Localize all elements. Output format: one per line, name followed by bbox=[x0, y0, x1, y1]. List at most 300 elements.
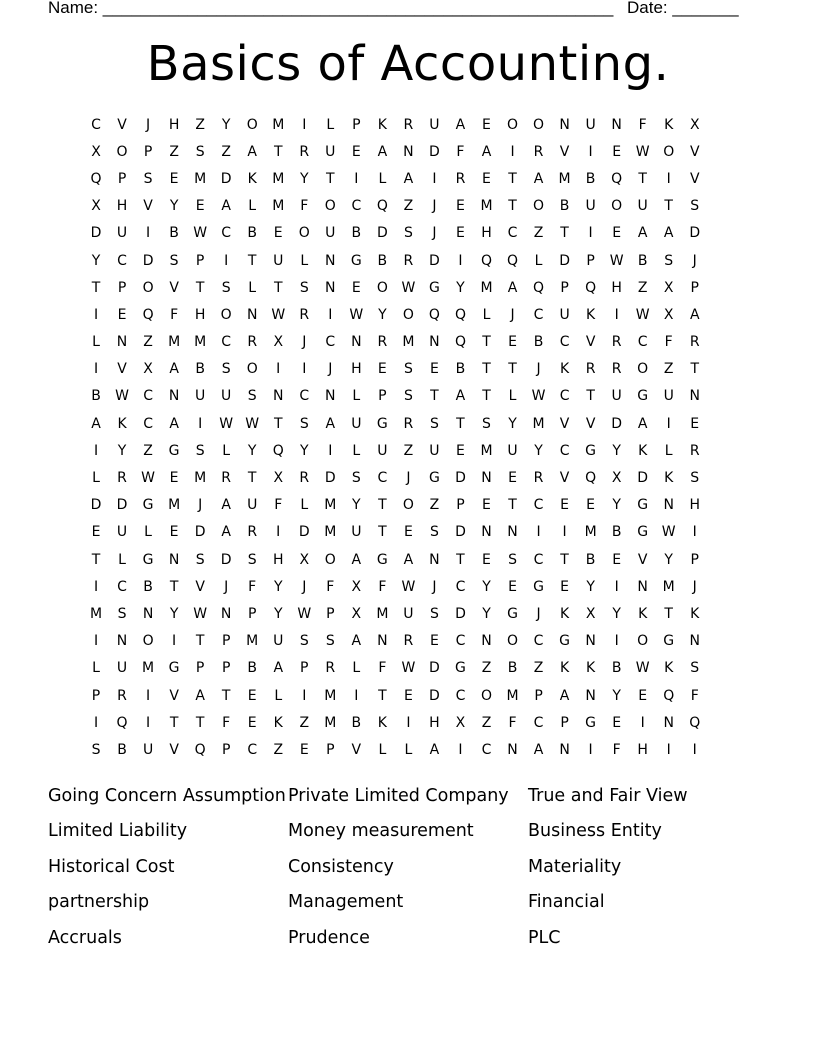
grid-letter[interactable]: S bbox=[690, 660, 700, 677]
grid-letter[interactable]: R bbox=[611, 334, 622, 351]
grid-letter[interactable]: U bbox=[377, 442, 388, 459]
grid-letter[interactable]: A bbox=[689, 306, 700, 323]
grid-letter[interactable]: P bbox=[300, 660, 309, 677]
grid-letter[interactable]: I bbox=[588, 741, 593, 758]
grid-letter[interactable]: T bbox=[430, 388, 439, 405]
grid-letter[interactable]: L bbox=[144, 524, 152, 541]
grid-letter[interactable]: I bbox=[146, 225, 151, 242]
grid-letter[interactable]: C bbox=[455, 578, 466, 595]
grid-letter[interactable]: L bbox=[92, 334, 100, 351]
grid-letter[interactable]: O bbox=[142, 279, 154, 296]
grid-letter[interactable]: W bbox=[141, 470, 155, 487]
grid-letter[interactable]: J bbox=[224, 578, 229, 595]
grid-letter[interactable]: T bbox=[690, 361, 700, 378]
grid-letter[interactable]: U bbox=[663, 388, 674, 405]
grid-letter[interactable]: B bbox=[143, 578, 153, 595]
grid-letter[interactable]: N bbox=[559, 116, 570, 133]
grid-letter[interactable]: Z bbox=[403, 442, 414, 459]
grid-letter[interactable]: E bbox=[612, 143, 622, 160]
grid-letter[interactable]: Y bbox=[482, 605, 491, 622]
grid-letter[interactable]: P bbox=[326, 605, 335, 622]
grid-letter[interactable]: S bbox=[429, 415, 439, 432]
grid-letter[interactable]: L bbox=[300, 497, 309, 514]
grid-letter[interactable]: N bbox=[689, 388, 700, 405]
grid-letter[interactable]: P bbox=[91, 687, 101, 704]
grid-letter[interactable]: E bbox=[560, 497, 569, 514]
grid-letter[interactable]: T bbox=[273, 415, 283, 432]
grid-letter[interactable]: G bbox=[533, 578, 544, 595]
grid-letter[interactable]: W bbox=[271, 306, 286, 323]
grid-letter[interactable]: A bbox=[403, 551, 414, 568]
grid-letter[interactable]: R bbox=[377, 334, 388, 351]
grid-letter[interactable]: A bbox=[429, 741, 440, 758]
grid-letter[interactable]: C bbox=[325, 334, 336, 351]
grid-letter[interactable]: J bbox=[432, 198, 437, 215]
grid-letter[interactable]: A bbox=[403, 170, 414, 187]
grid-letter[interactable]: R bbox=[533, 470, 544, 487]
grid-letter[interactable]: S bbox=[403, 388, 413, 405]
grid-letter[interactable]: N bbox=[507, 741, 518, 758]
grid-letter[interactable]: Q bbox=[533, 279, 545, 296]
grid-letter[interactable]: L bbox=[352, 388, 361, 405]
grid-letter[interactable]: T bbox=[273, 143, 283, 160]
grid-letter[interactable]: K bbox=[664, 660, 674, 677]
grid-letter[interactable]: P bbox=[560, 279, 569, 296]
grid-letter[interactable]: N bbox=[481, 470, 492, 487]
grid-letter[interactable]: B bbox=[117, 741, 127, 758]
grid-letter[interactable]: D bbox=[220, 551, 232, 568]
grid-letter[interactable]: B bbox=[585, 551, 596, 568]
grid-letter[interactable]: K bbox=[664, 116, 674, 133]
grid-letter[interactable]: Y bbox=[91, 252, 101, 269]
grid-letter[interactable]: O bbox=[637, 361, 649, 378]
grid-letter[interactable]: R bbox=[299, 306, 310, 323]
grid-letter[interactable]: N bbox=[585, 687, 596, 704]
grid-letter[interactable]: B bbox=[637, 252, 648, 269]
grid-letter[interactable]: Z bbox=[273, 741, 284, 758]
grid-letter[interactable]: C bbox=[221, 334, 232, 351]
grid-letter[interactable]: P bbox=[117, 279, 127, 296]
grid-letter[interactable]: F bbox=[222, 714, 231, 731]
grid-letter[interactable]: Z bbox=[481, 660, 492, 677]
grid-letter[interactable]: A bbox=[221, 524, 231, 541]
grid-letter[interactable]: R bbox=[117, 687, 127, 704]
grid-letter[interactable]: A bbox=[221, 497, 231, 514]
grid-letter[interactable]: R bbox=[221, 470, 232, 487]
grid-letter[interactable]: N bbox=[429, 551, 440, 568]
grid-letter[interactable]: Z bbox=[143, 442, 153, 459]
grid-letter[interactable]: L bbox=[92, 470, 100, 487]
grid-letter[interactable]: M bbox=[194, 470, 207, 487]
grid-letter[interactable]: A bbox=[533, 170, 544, 187]
grid-letter[interactable]: H bbox=[168, 116, 180, 133]
grid-letter[interactable]: X bbox=[455, 714, 466, 731]
grid-letter[interactable]: G bbox=[637, 388, 649, 405]
grid-letter[interactable]: I bbox=[614, 633, 619, 650]
grid-letter[interactable]: N bbox=[325, 388, 336, 405]
grid-letter[interactable]: Y bbox=[534, 442, 543, 459]
grid-letter[interactable]: Z bbox=[143, 334, 153, 351]
grid-letter[interactable]: Q bbox=[454, 334, 466, 351]
grid-letter[interactable]: L bbox=[378, 741, 387, 758]
grid-letter[interactable]: J bbox=[510, 306, 515, 323]
grid-letter[interactable]: A bbox=[455, 116, 466, 133]
grid-letter[interactable]: Z bbox=[299, 714, 310, 731]
grid-letter[interactable]: G bbox=[455, 660, 466, 677]
grid-letter[interactable]: P bbox=[534, 687, 543, 704]
grid-letter[interactable]: X bbox=[143, 361, 153, 378]
grid-letter[interactable]: V bbox=[195, 578, 205, 595]
grid-letter[interactable]: N bbox=[481, 633, 492, 650]
grid-letter[interactable]: G bbox=[142, 551, 154, 568]
grid-letter[interactable]: P bbox=[560, 714, 569, 731]
grid-letter[interactable]: R bbox=[585, 361, 596, 378]
grid-letter[interactable]: M bbox=[246, 633, 259, 650]
grid-letter[interactable]: Q bbox=[272, 442, 284, 459]
grid-letter[interactable]: H bbox=[689, 497, 700, 514]
grid-letter[interactable]: L bbox=[508, 388, 517, 405]
grid-letter[interactable]: B bbox=[169, 225, 179, 242]
grid-letter[interactable]: I bbox=[302, 116, 307, 133]
grid-letter[interactable]: C bbox=[91, 116, 101, 133]
grid-letter[interactable]: T bbox=[91, 551, 101, 568]
grid-letter[interactable]: E bbox=[612, 225, 622, 242]
grid-letter[interactable]: C bbox=[221, 225, 232, 242]
grid-letter[interactable]: T bbox=[169, 714, 179, 731]
grid-letter[interactable]: X bbox=[585, 605, 596, 622]
grid-letter[interactable]: P bbox=[195, 660, 205, 677]
grid-letter[interactable]: S bbox=[429, 605, 439, 622]
grid-letter[interactable]: C bbox=[533, 551, 544, 568]
grid-letter[interactable]: N bbox=[429, 334, 440, 351]
grid-letter[interactable]: N bbox=[116, 633, 128, 650]
grid-letter[interactable]: I bbox=[146, 687, 151, 704]
grid-letter[interactable]: V bbox=[637, 551, 648, 568]
grid-letter[interactable]: A bbox=[533, 741, 544, 758]
grid-letter[interactable]: V bbox=[689, 143, 700, 160]
grid-letter[interactable]: V bbox=[169, 687, 179, 704]
grid-letter[interactable]: N bbox=[142, 605, 154, 622]
grid-letter[interactable]: L bbox=[378, 170, 387, 187]
grid-letter[interactable]: A bbox=[637, 225, 648, 242]
grid-letter[interactable]: A bbox=[637, 415, 648, 432]
grid-letter[interactable]: Z bbox=[221, 143, 231, 160]
grid-letter[interactable]: T bbox=[247, 470, 257, 487]
grid-letter[interactable]: N bbox=[246, 306, 258, 323]
grid-letter[interactable]: W bbox=[297, 605, 312, 622]
grid-letter[interactable]: P bbox=[143, 143, 153, 160]
grid-letter[interactable]: U bbox=[116, 524, 128, 541]
grid-letter[interactable]: D bbox=[324, 470, 336, 487]
grid-letter[interactable]: E bbox=[377, 361, 387, 378]
grid-letter[interactable]: T bbox=[586, 388, 595, 405]
grid-letter[interactable]: A bbox=[351, 633, 362, 650]
grid-letter[interactable]: D bbox=[90, 225, 102, 242]
grid-letter[interactable]: Z bbox=[533, 660, 544, 677]
grid-letter[interactable]: U bbox=[273, 633, 284, 650]
grid-letter[interactable]: O bbox=[324, 198, 336, 215]
grid-letter[interactable]: N bbox=[585, 633, 596, 650]
grid-letter[interactable]: R bbox=[247, 524, 258, 541]
grid-letter[interactable]: K bbox=[586, 306, 596, 323]
grid-letter[interactable]: K bbox=[247, 170, 257, 187]
grid-letter[interactable]: B bbox=[91, 388, 101, 405]
grid-letter[interactable]: L bbox=[300, 252, 309, 269]
grid-letter[interactable]: S bbox=[664, 252, 674, 269]
grid-letter[interactable]: F bbox=[638, 116, 647, 133]
grid-letter[interactable]: T bbox=[195, 633, 205, 650]
grid-letter[interactable]: V bbox=[169, 279, 179, 296]
grid-letter[interactable]: C bbox=[559, 334, 570, 351]
grid-letter[interactable]: Y bbox=[612, 687, 621, 704]
grid-letter[interactable]: T bbox=[664, 605, 673, 622]
grid-letter[interactable]: A bbox=[195, 687, 205, 704]
grid-letter[interactable]: O bbox=[402, 497, 414, 514]
grid-letter[interactable]: A bbox=[325, 415, 336, 432]
grid-letter[interactable]: L bbox=[118, 551, 126, 568]
grid-letter[interactable]: E bbox=[456, 442, 465, 459]
grid-letter[interactable]: D bbox=[637, 470, 649, 487]
grid-letter[interactable]: R bbox=[403, 252, 414, 269]
grid-letter[interactable]: B bbox=[247, 660, 257, 677]
grid-letter[interactable]: T bbox=[508, 198, 517, 215]
grid-letter[interactable]: O bbox=[220, 306, 232, 323]
grid-letter[interactable]: C bbox=[143, 415, 153, 432]
grid-letter[interactable]: E bbox=[690, 415, 700, 432]
grid-letter[interactable]: N bbox=[351, 334, 362, 351]
grid-letter[interactable]: M bbox=[168, 334, 181, 351]
grid-letter[interactable]: I bbox=[354, 687, 359, 704]
grid-letter[interactable]: K bbox=[690, 605, 700, 622]
grid-letter[interactable]: Y bbox=[273, 578, 283, 595]
grid-letter[interactable]: A bbox=[455, 388, 466, 405]
grid-letter[interactable]: K bbox=[638, 605, 648, 622]
grid-letter[interactable]: I bbox=[562, 524, 567, 541]
grid-letter[interactable]: V bbox=[585, 415, 596, 432]
grid-letter[interactable]: D bbox=[455, 470, 466, 487]
grid-letter[interactable]: F bbox=[378, 578, 387, 595]
grid-letter[interactable]: D bbox=[142, 252, 154, 269]
grid-letter[interactable]: Q bbox=[116, 714, 128, 731]
grid-letter[interactable]: I bbox=[692, 524, 697, 541]
grid-letter[interactable]: S bbox=[195, 442, 205, 459]
grid-letter[interactable]: R bbox=[325, 660, 336, 677]
grid-letter[interactable]: P bbox=[117, 170, 127, 187]
grid-letter[interactable]: E bbox=[403, 687, 413, 704]
grid-letter[interactable]: J bbox=[692, 252, 697, 269]
grid-letter[interactable]: I bbox=[666, 415, 671, 432]
grid-letter[interactable]: I bbox=[302, 687, 307, 704]
grid-letter[interactable]: X bbox=[689, 116, 700, 133]
grid-letter[interactable]: X bbox=[663, 279, 674, 296]
grid-letter[interactable]: P bbox=[586, 252, 595, 269]
grid-letter[interactable]: T bbox=[482, 334, 491, 351]
grid-letter[interactable]: O bbox=[298, 225, 310, 242]
grid-letter[interactable]: J bbox=[432, 225, 437, 242]
grid-letter[interactable]: N bbox=[559, 741, 570, 758]
grid-letter[interactable]: O bbox=[402, 306, 414, 323]
grid-letter[interactable]: W bbox=[635, 143, 650, 160]
grid-letter[interactable]: U bbox=[273, 252, 284, 269]
grid-letter[interactable]: O bbox=[246, 116, 258, 133]
grid-letter[interactable]: G bbox=[142, 497, 154, 514]
grid-letter[interactable]: R bbox=[403, 633, 414, 650]
grid-letter[interactable]: Q bbox=[376, 198, 388, 215]
grid-letter[interactable]: P bbox=[221, 633, 231, 650]
grid-letter[interactable]: M bbox=[376, 605, 389, 622]
grid-letter[interactable]: U bbox=[142, 741, 154, 758]
grid-letter[interactable]: I bbox=[406, 714, 411, 731]
grid-letter[interactable]: I bbox=[146, 714, 151, 731]
grid-letter[interactable]: W bbox=[219, 415, 234, 432]
grid-letter[interactable]: X bbox=[299, 551, 310, 568]
grid-letter[interactable]: C bbox=[247, 741, 258, 758]
grid-letter[interactable]: H bbox=[351, 361, 362, 378]
grid-letter[interactable]: N bbox=[168, 551, 180, 568]
grid-letter[interactable]: I bbox=[692, 741, 697, 758]
grid-letter[interactable]: T bbox=[508, 497, 517, 514]
grid-letter[interactable]: U bbox=[351, 415, 362, 432]
grid-letter[interactable]: S bbox=[221, 279, 231, 296]
grid-letter[interactable]: H bbox=[116, 198, 128, 215]
grid-letter[interactable]: L bbox=[352, 442, 361, 459]
grid-letter[interactable]: Y bbox=[664, 551, 673, 568]
grid-letter[interactable]: A bbox=[559, 687, 570, 704]
grid-letter[interactable]: P bbox=[690, 279, 699, 296]
grid-letter[interactable]: E bbox=[612, 551, 622, 568]
grid-letter[interactable]: M bbox=[272, 116, 285, 133]
grid-letter[interactable]: Y bbox=[378, 306, 387, 323]
grid-letter[interactable]: S bbox=[247, 388, 257, 405]
grid-letter[interactable]: Y bbox=[169, 198, 179, 215]
grid-letter[interactable]: O bbox=[142, 633, 154, 650]
grid-letter[interactable]: E bbox=[247, 714, 257, 731]
grid-letter[interactable]: T bbox=[638, 170, 647, 187]
grid-letter[interactable]: Z bbox=[663, 361, 674, 378]
grid-letter[interactable]: Z bbox=[533, 225, 544, 242]
grid-letter[interactable]: X bbox=[91, 198, 101, 215]
grid-letter[interactable]: T bbox=[91, 279, 101, 296]
grid-letter[interactable]: C bbox=[351, 198, 362, 215]
grid-letter[interactable]: N bbox=[481, 524, 492, 541]
grid-letter[interactable]: Z bbox=[169, 143, 179, 160]
grid-letter[interactable]: U bbox=[247, 497, 258, 514]
grid-letter[interactable]: Q bbox=[194, 741, 206, 758]
grid-letter[interactable]: P bbox=[195, 252, 205, 269]
grid-letter[interactable]: Y bbox=[273, 605, 283, 622]
grid-letter[interactable]: Z bbox=[429, 497, 440, 514]
grid-letter[interactable]: H bbox=[272, 551, 284, 568]
grid-letter[interactable]: K bbox=[559, 660, 570, 677]
grid-letter[interactable]: U bbox=[325, 225, 336, 242]
grid-letter[interactable]: O bbox=[507, 116, 519, 133]
grid-letter[interactable]: Q bbox=[689, 714, 701, 731]
grid-letter[interactable]: T bbox=[378, 497, 387, 514]
grid-letter[interactable]: W bbox=[115, 388, 129, 405]
grid-letter[interactable]: A bbox=[351, 551, 362, 568]
grid-letter[interactable]: C bbox=[559, 442, 570, 459]
grid-letter[interactable]: M bbox=[272, 170, 285, 187]
grid-letter[interactable]: T bbox=[482, 361, 491, 378]
grid-letter[interactable]: E bbox=[169, 524, 179, 541]
grid-letter[interactable]: K bbox=[664, 470, 674, 487]
grid-letter[interactable]: N bbox=[168, 388, 180, 405]
grid-letter[interactable]: K bbox=[559, 361, 570, 378]
grid-letter[interactable]: K bbox=[559, 605, 570, 622]
grid-letter[interactable]: E bbox=[273, 225, 283, 242]
grid-letter[interactable]: F bbox=[690, 687, 699, 704]
grid-letter[interactable]: I bbox=[198, 415, 203, 432]
grid-letter[interactable]: U bbox=[195, 388, 206, 405]
grid-letter[interactable]: I bbox=[302, 361, 307, 378]
grid-letter[interactable]: Q bbox=[480, 252, 492, 269]
grid-letter[interactable]: C bbox=[455, 687, 466, 704]
grid-letter[interactable]: S bbox=[195, 551, 205, 568]
grid-letter[interactable]: S bbox=[690, 470, 700, 487]
grid-letter[interactable]: B bbox=[195, 361, 205, 378]
grid-letter[interactable]: I bbox=[93, 361, 99, 378]
grid-letter[interactable]: P bbox=[456, 497, 465, 514]
grid-letter[interactable]: R bbox=[689, 334, 700, 351]
grid-letter[interactable]: C bbox=[455, 633, 466, 650]
grid-letter[interactable]: Y bbox=[247, 442, 257, 459]
grid-letter[interactable]: T bbox=[378, 524, 387, 541]
grid-letter[interactable]: Q bbox=[611, 170, 623, 187]
grid-letter[interactable]: R bbox=[117, 470, 127, 487]
grid-letter[interactable]: E bbox=[560, 578, 569, 595]
grid-letter[interactable]: E bbox=[195, 198, 205, 215]
grid-letter[interactable]: T bbox=[482, 388, 491, 405]
grid-letter[interactable]: U bbox=[403, 605, 414, 622]
grid-letter[interactable]: Q bbox=[142, 306, 154, 323]
grid-letter[interactable]: N bbox=[272, 388, 284, 405]
grid-letter[interactable]: M bbox=[584, 524, 597, 541]
grid-letter[interactable]: W bbox=[349, 306, 364, 323]
grid-letter[interactable]: G bbox=[559, 633, 570, 650]
grid-letter[interactable]: O bbox=[376, 279, 388, 296]
grid-letter[interactable]: K bbox=[117, 415, 127, 432]
grid-letter[interactable]: O bbox=[480, 687, 492, 704]
grid-letter[interactable]: N bbox=[325, 252, 336, 269]
grid-letter[interactable]: E bbox=[456, 225, 465, 242]
grid-letter[interactable]: D bbox=[611, 415, 623, 432]
grid-letter[interactable]: M bbox=[480, 279, 493, 296]
grid-letter[interactable]: D bbox=[194, 524, 206, 541]
grid-letter[interactable]: I bbox=[614, 578, 619, 595]
grid-letter[interactable]: D bbox=[559, 252, 570, 269]
grid-letter[interactable]: Y bbox=[117, 442, 127, 459]
grid-letter[interactable]: C bbox=[533, 714, 544, 731]
grid-letter[interactable]: G bbox=[637, 524, 649, 541]
grid-letter[interactable]: E bbox=[482, 170, 491, 187]
grid-letter[interactable]: C bbox=[559, 388, 570, 405]
grid-letter[interactable]: K bbox=[638, 442, 648, 459]
grid-letter[interactable]: B bbox=[455, 361, 466, 378]
grid-letter[interactable]: T bbox=[456, 551, 465, 568]
grid-letter[interactable]: B bbox=[351, 225, 362, 242]
grid-letter[interactable]: Y bbox=[612, 497, 621, 514]
grid-letter[interactable]: G bbox=[428, 279, 440, 296]
grid-letter[interactable]: I bbox=[458, 252, 463, 269]
grid-letter[interactable]: G bbox=[376, 551, 388, 568]
grid-letter[interactable]: J bbox=[406, 470, 411, 487]
grid-letter[interactable]: Y bbox=[586, 578, 595, 595]
grid-letter[interactable]: S bbox=[325, 633, 335, 650]
grid-letter[interactable]: I bbox=[432, 170, 437, 187]
grid-letter[interactable]: T bbox=[508, 361, 517, 378]
grid-letter[interactable]: E bbox=[508, 470, 517, 487]
grid-letter[interactable]: M bbox=[662, 578, 675, 595]
